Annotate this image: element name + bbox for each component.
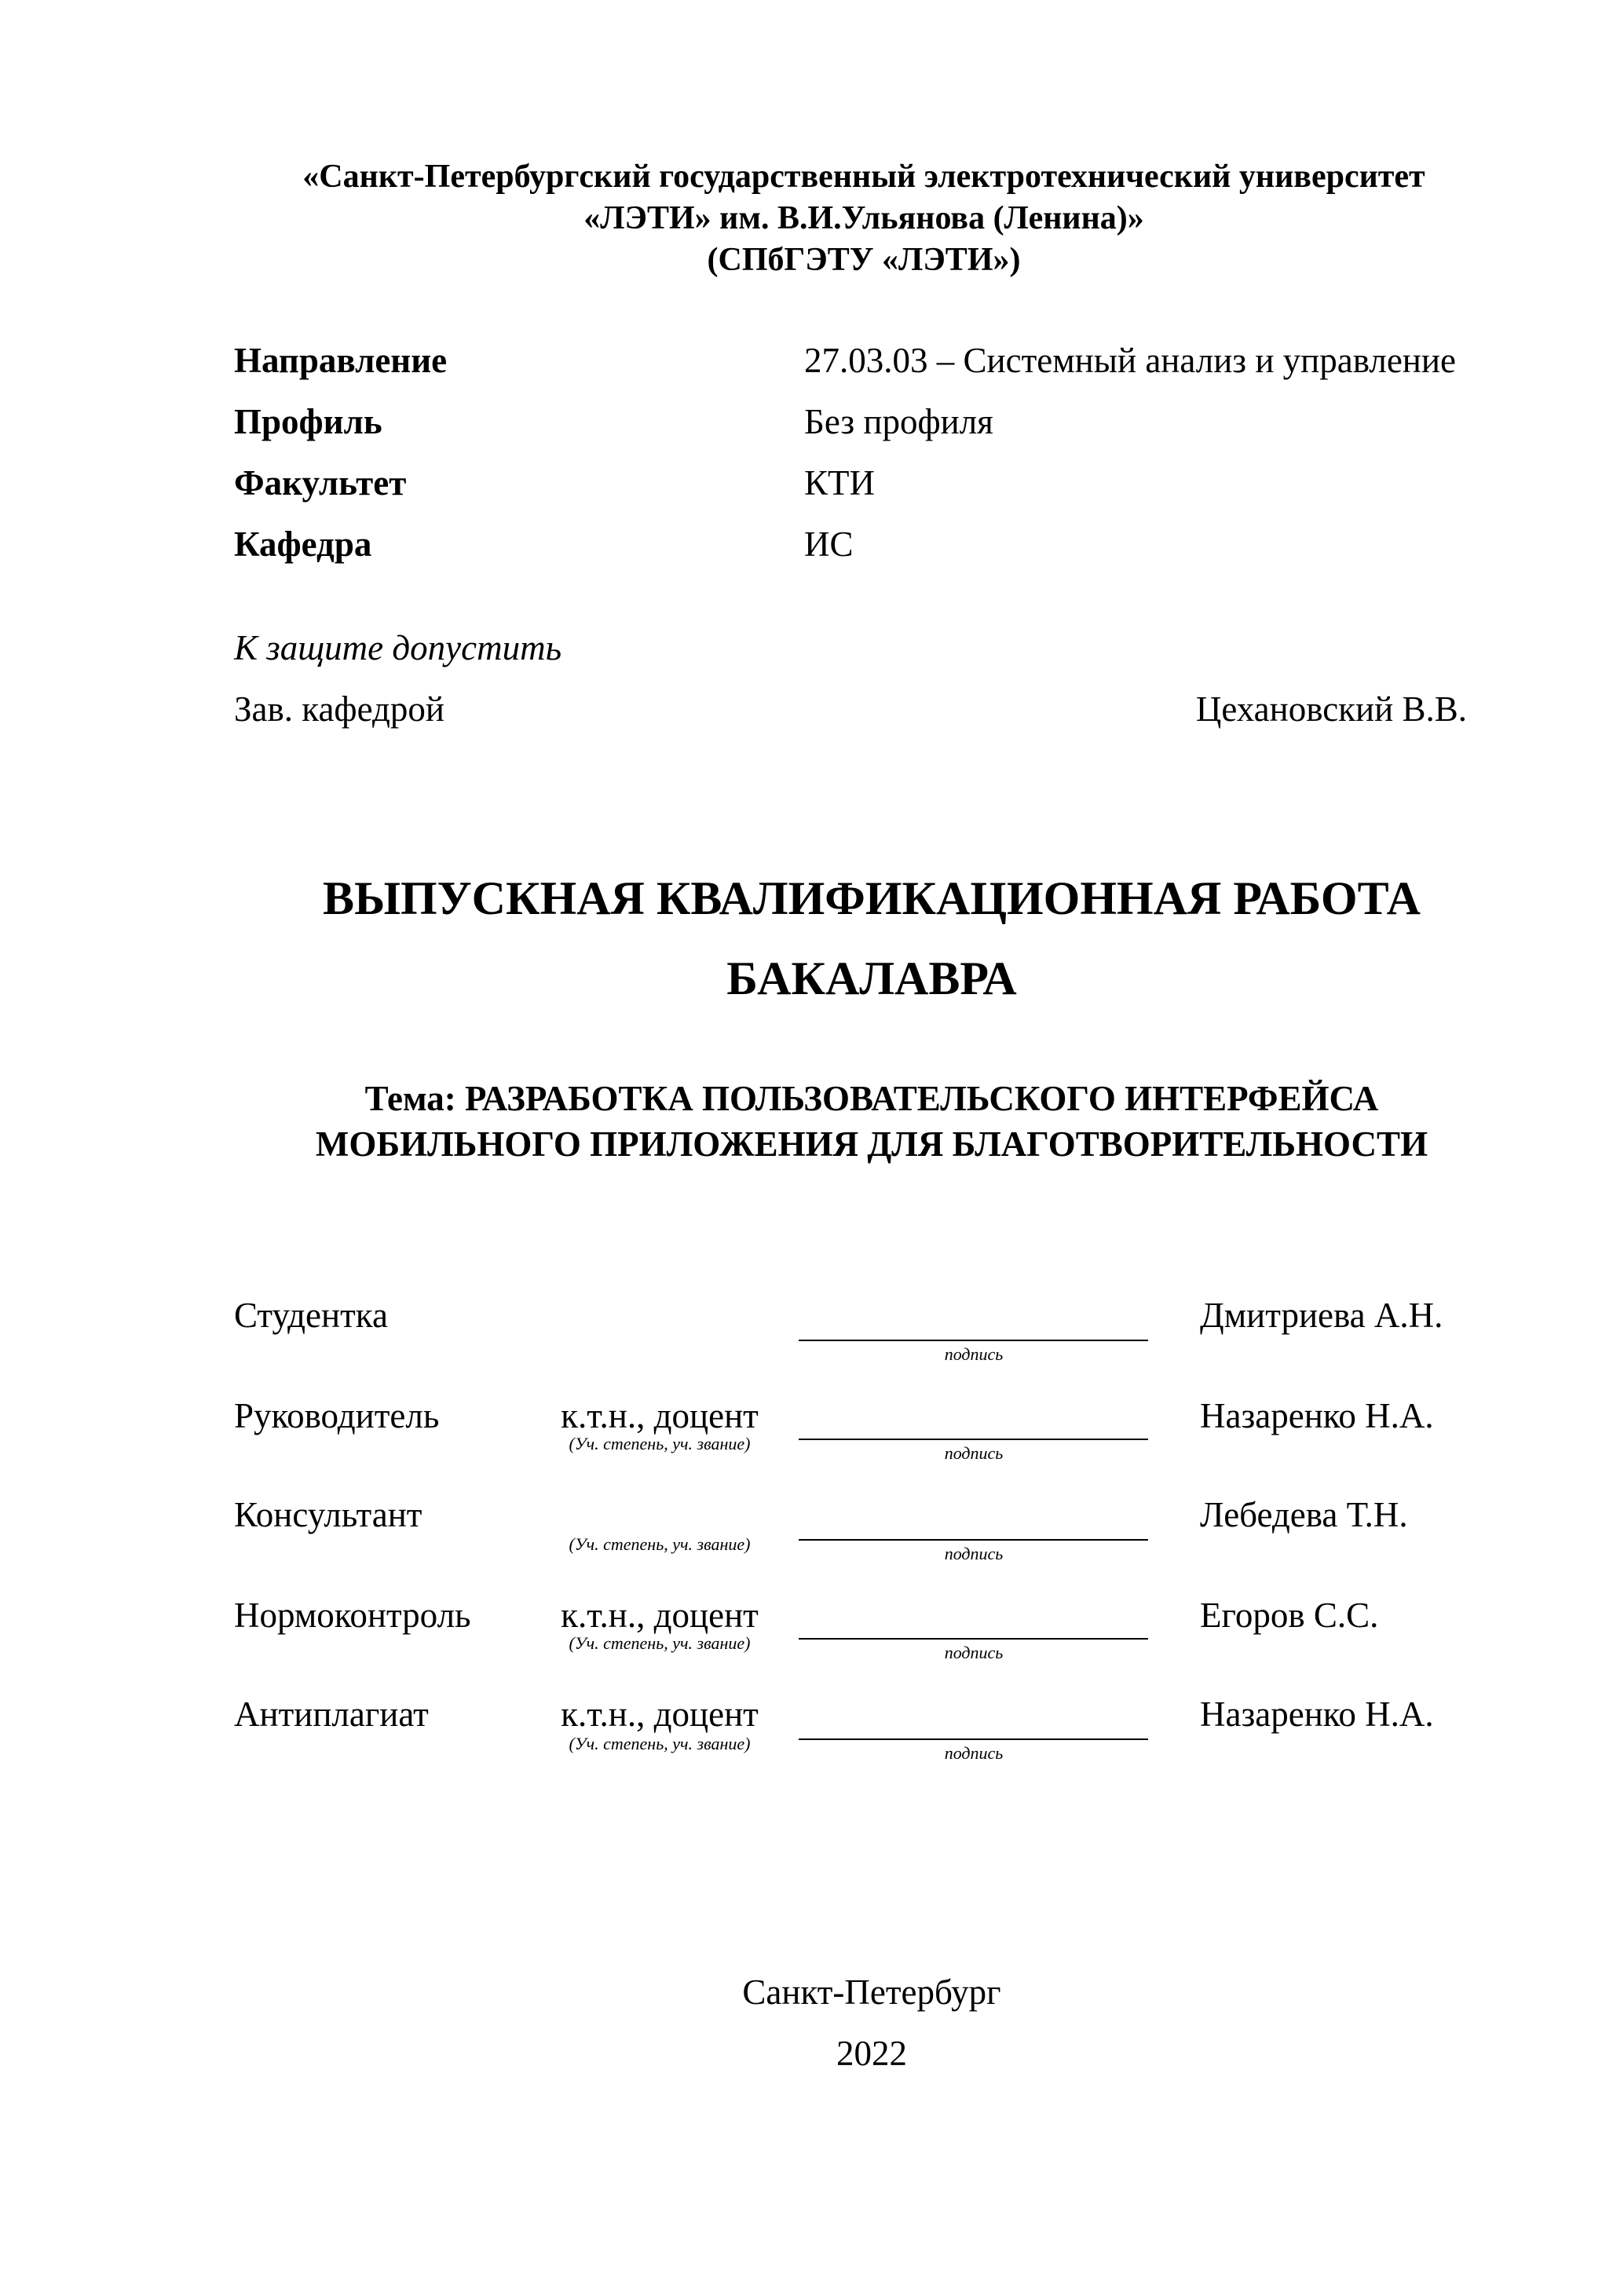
signature-caption: подпись (944, 1443, 1004, 1463)
head-of-department-label: Зав. кафедрой (234, 689, 444, 729)
signature-caption: подпись (944, 1743, 1004, 1763)
info-label-department: Кафедра (234, 525, 372, 564)
info-label-direction: Направление (234, 341, 448, 380)
signature-degree-caption: (Уч. степень, уч. звание) (569, 1534, 751, 1554)
footer-city: Санкт-Петербург (742, 1972, 1001, 2012)
signature-degree-normcontrol: к.т.н., доцент (561, 1596, 759, 1635)
topic-line2: МОБИЛЬНОГО ПРИЛОЖЕНИЯ ДЛЯ БЛАГОТВОРИТЕЛЬНОСТИ (315, 1124, 1428, 1164)
signature-degree-caption: (Уч. степень, уч. звание) (569, 1434, 751, 1453)
signature-line (799, 1539, 1148, 1541)
signature-name-normcontrol: Егоров С.С. (1200, 1596, 1379, 1635)
info-label-faculty: Факультет (234, 463, 407, 503)
admission-note: К защите допустить (234, 628, 562, 667)
signature-line (799, 1340, 1148, 1341)
signature-degree-antiplagiarism: к.т.н., доцент (561, 1695, 759, 1734)
head-of-department-name: Цехановский В.В. (1195, 689, 1467, 729)
signature-role-supervisor: Руководитель (234, 1396, 440, 1435)
university-name-line2: «ЛЭТИ» им. В.И.Ульянова (Ленина)» (583, 200, 1144, 236)
signature-degree-caption: (Уч. степень, уч. звание) (569, 1734, 751, 1753)
info-label-profile: Профиль (234, 402, 382, 441)
info-value-direction: 27.03.03 – Системный анализ и управление (804, 341, 1456, 380)
info-value-profile: Без профиля (804, 402, 993, 441)
signature-role-normcontrol: Нормоконтроль (234, 1596, 471, 1635)
signature-degree-caption: (Уч. степень, уч. звание) (569, 1633, 751, 1653)
topic-line1: Тема: РАЗРАБОТКА ПОЛЬЗОВАТЕЛЬСКОГО ИНТЕРФЕЙСА (364, 1079, 1379, 1118)
signature-name-antiplagiarism: Назаренко Н.А. (1200, 1695, 1434, 1734)
footer-year: 2022 (836, 2034, 907, 2073)
signature-name-consultant: Лебедева Т.Н. (1200, 1495, 1408, 1534)
signature-role-student: Студентка (234, 1296, 388, 1335)
signature-line (799, 1638, 1148, 1640)
university-short-name: (СПбГЭТУ «ЛЭТИ») (707, 242, 1021, 278)
thesis-title-line1: ВЫПУСКНАЯ КВАЛИФИКАЦИОННАЯ РАБОТА (323, 872, 1421, 924)
signature-name-supervisor: Назаренко Н.А. (1200, 1396, 1434, 1435)
signature-caption: подпись (944, 1344, 1004, 1364)
info-value-faculty: КТИ (804, 463, 875, 503)
signature-line (799, 1738, 1148, 1740)
university-name-line1: «Санкт-Петербургский государственный электротехнический университет (302, 159, 1425, 195)
signature-degree-supervisor: к.т.н., доцент (561, 1396, 759, 1435)
signature-role-consultant: Консультант (234, 1495, 422, 1534)
signature-caption: подпись (944, 1643, 1004, 1662)
info-value-department: ИС (804, 525, 854, 564)
thesis-title-line2: БАКАЛАВРА (726, 952, 1017, 1004)
signature-line (799, 1439, 1148, 1440)
signature-name-student: Дмитриева А.Н. (1200, 1296, 1443, 1335)
signature-caption: подпись (944, 1544, 1004, 1563)
signature-role-antiplagiarism: Антиплагиат (234, 1695, 429, 1734)
